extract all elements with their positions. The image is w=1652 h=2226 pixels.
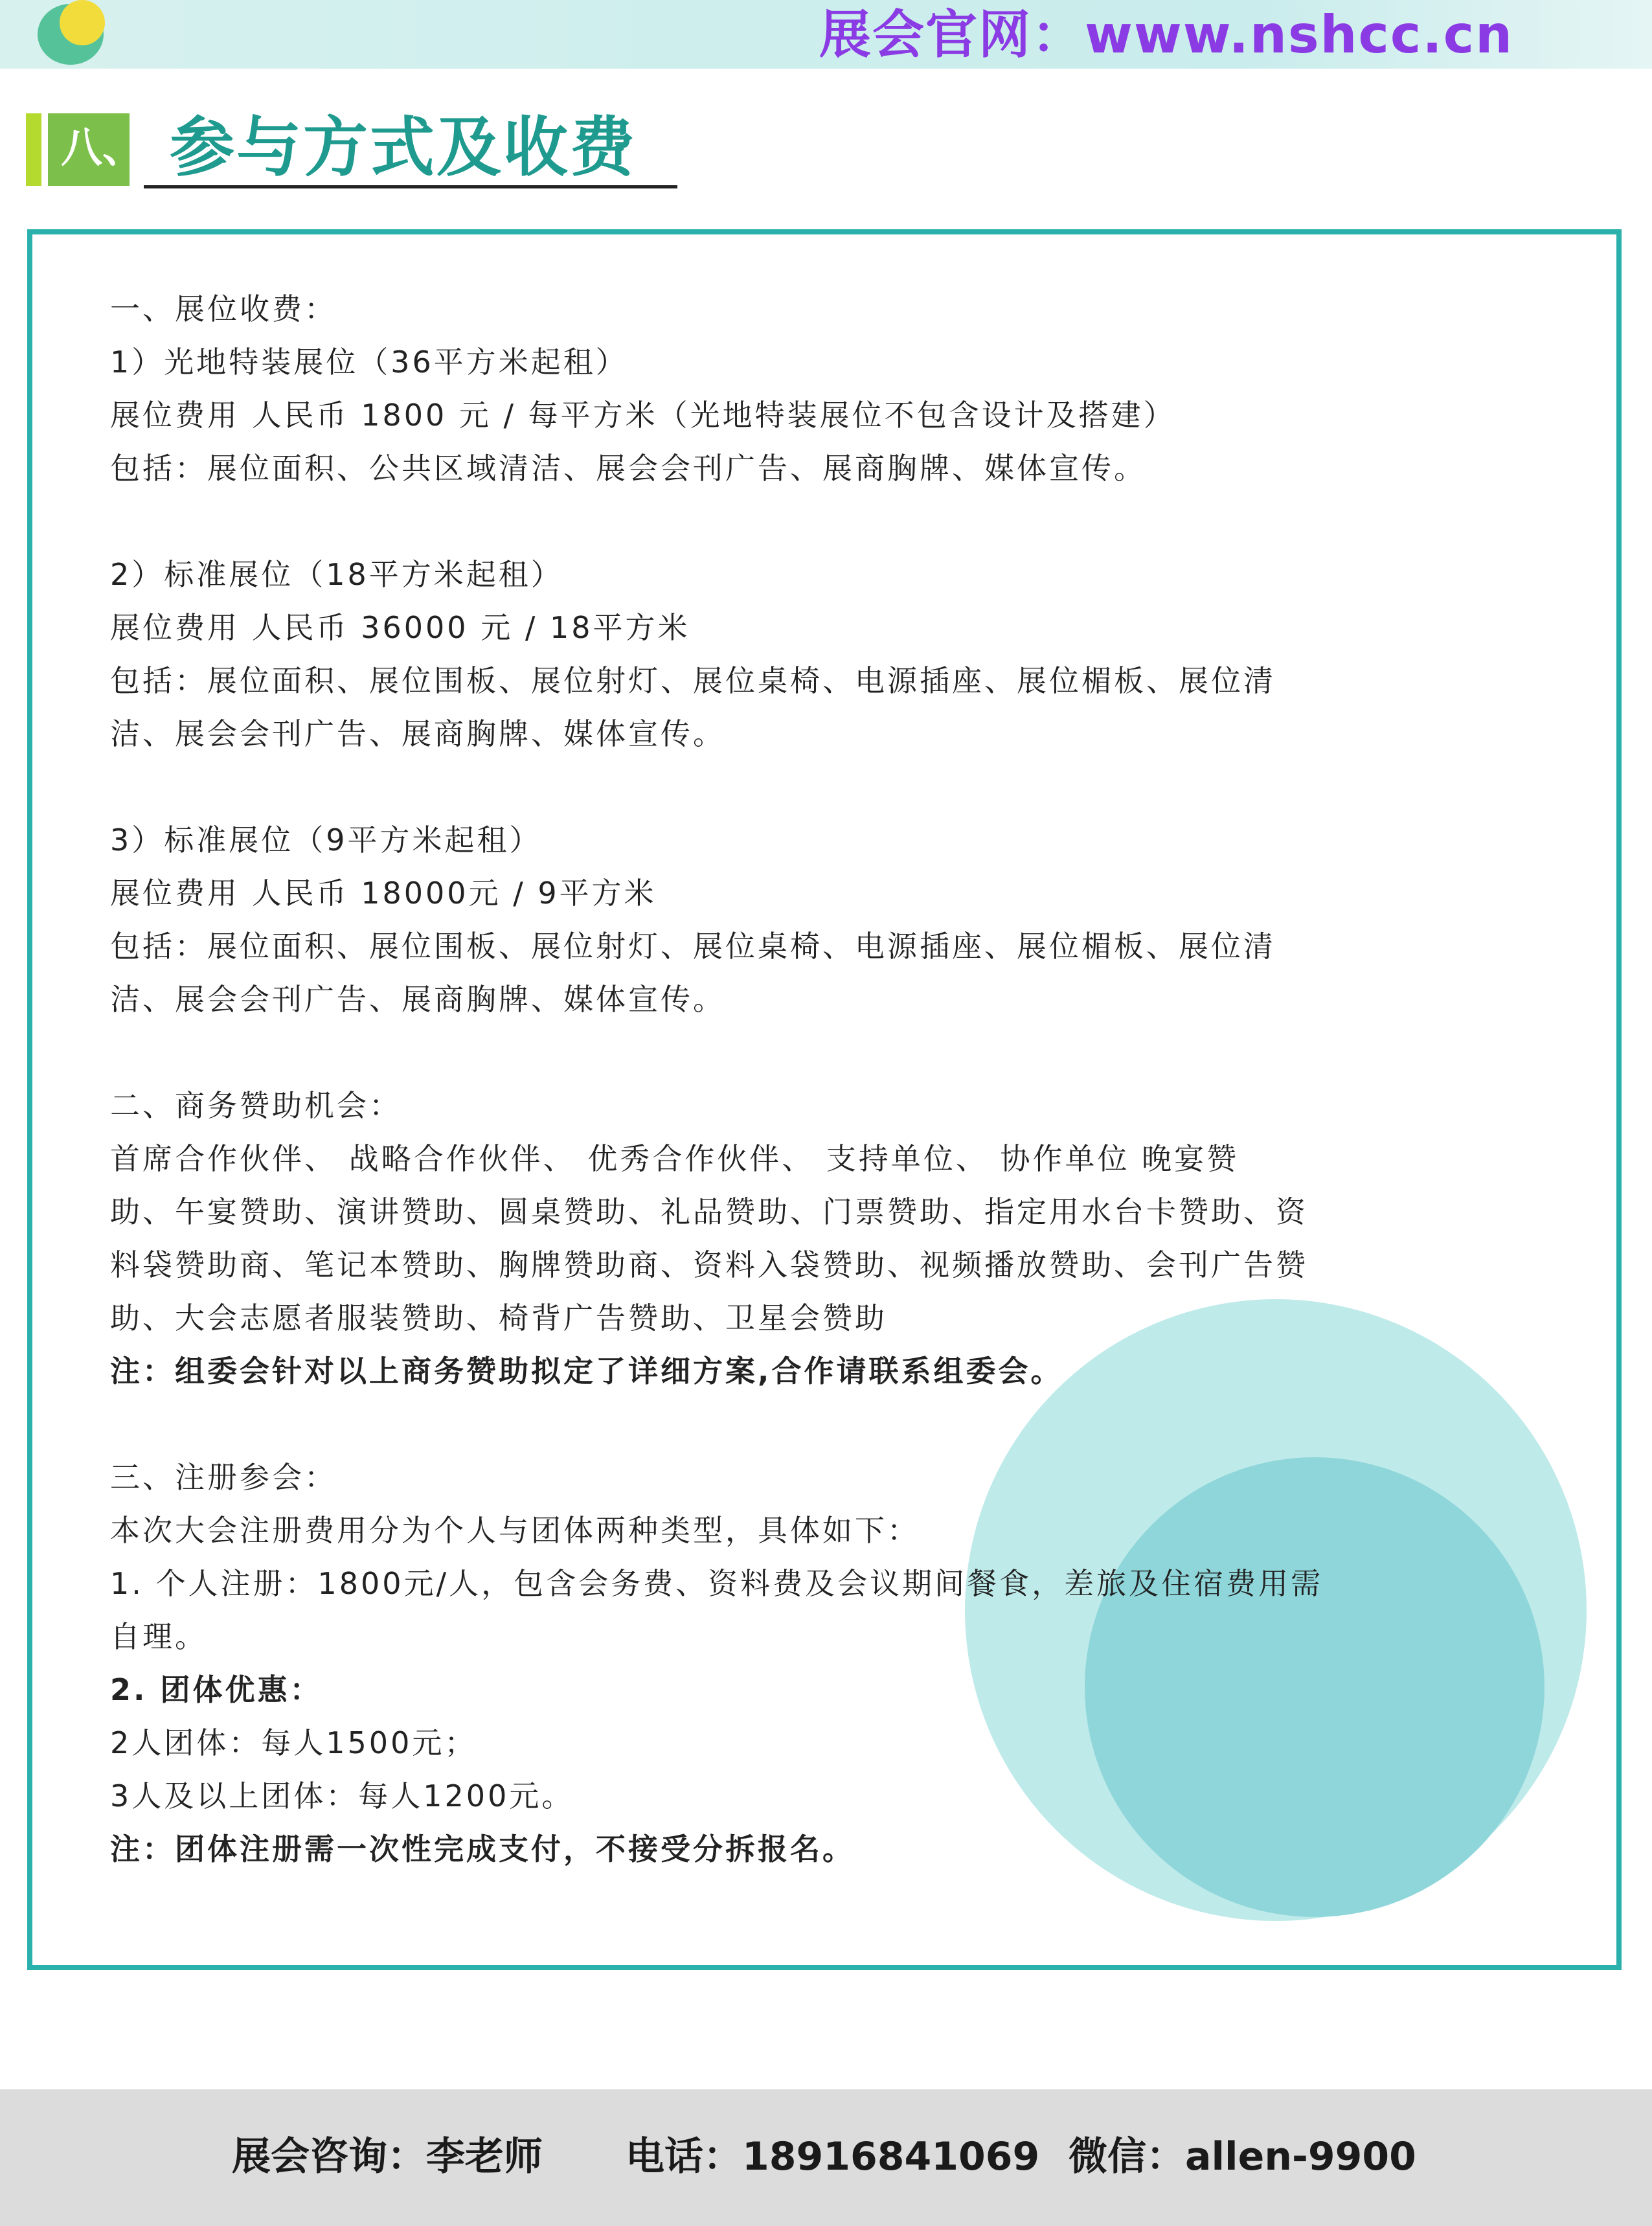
content-line: 包括：展位面积、展位围板、展位射灯、展位桌椅、电源插座、展位楣板、展位清 (110, 663, 1276, 698)
content-line: 本次大会注册费用分为个人与团体两种类型，具体如下： (110, 1513, 920, 1548)
content-line: 展位费用 人民币 36000 元 / 18平方米 (110, 610, 690, 645)
content-line: 助、大会志愿者服装赞助、椅背广告赞助、卫星会赞助 (110, 1300, 887, 1335)
website-url[interactable]: 展会官网：www.nshcc.cn (819, 5, 1514, 65)
content-line: 首席合作伙伴、 战略合作伙伴、 优秀合作伙伴、 支持单位、 协作单位 晚宴赞 (110, 1141, 1239, 1176)
footer-wechat[interactable]: 微信：allen-9900 (1069, 2134, 1416, 2179)
content-line: 二、商务赞助机会： (110, 1088, 402, 1123)
content-line: 1）光地特装展位（36平方米起租） (110, 345, 628, 380)
blank-line (110, 1026, 1535, 1079)
content-line: 展位费用 人民币 18000元 / 9平方米 (110, 876, 657, 911)
blank-line (110, 495, 1535, 548)
content-line: 3）标准展位（9平方米起租） (110, 823, 542, 857)
content-line: 2. 团体优惠： (110, 1672, 322, 1707)
content-line: 自理。 (110, 1619, 207, 1654)
content-line: 2）标准展位（18平方米起租） (110, 557, 563, 592)
header-bar (0, 0, 1652, 69)
footer-phone[interactable]: 电话：18916841069 (626, 2134, 1040, 2179)
content-line: 三、注册参会： (110, 1460, 337, 1495)
content-line: 包括：展位面积、公共区域清洁、展会会刊广告、展商胸牌、媒体宣传。 (110, 451, 1146, 486)
content-line: 洁、展会会刊广告、展商胸牌、媒体宣传。 (110, 716, 725, 751)
content-line: 展位费用 人民币 1800 元 / 每平方米（光地特装展位不包含设计及搭建） (110, 398, 1176, 433)
content-line: 洁、展会会刊广告、展商胸牌、媒体宣传。 (110, 982, 725, 1017)
content-line: 一、展位收费： (110, 291, 337, 326)
footer-consult: 展会咨询：李老师 (232, 2134, 543, 2179)
blank-line (110, 760, 1535, 813)
logo-yellow-circle (60, 0, 105, 45)
content-line: 助、午宴赞助、演讲赞助、圆桌赞助、礼品赞助、门票赞助、指定用水台卡赞助、资 (110, 1194, 1308, 1229)
content-line: 注：组委会针对以上商务赞助拟定了详细方案,合作请联系组委会。 (110, 1354, 1063, 1389)
content-text (110, 282, 1535, 1876)
content-line: 2人团体：每人1500元； (110, 1725, 477, 1760)
content-line: 1. 个人注册：1800元/人，包含会务费、资料费及会议期间餐食，差旅及住宿费用需 (110, 1566, 1324, 1601)
content-line: 3人及以上团体：每人1200元。 (110, 1778, 574, 1813)
blank-line (110, 1398, 1535, 1451)
content-line: 注：团体注册需一次性完成支付，不接受分拆报名。 (110, 1832, 855, 1867)
section-title: 参与方式及收费 (170, 109, 637, 185)
content-line: 包括：展位面积、展位围板、展位射灯、展位桌椅、电源插座、展位楣板、展位清 (110, 929, 1276, 964)
content-line: 料袋赞助商、笔记本赞助、胸牌赞助商、资料入袋赞助、视频播放赞助、会刊广告赞 (110, 1247, 1308, 1282)
section-number: 八、 (61, 124, 144, 172)
section-number-badge (26, 113, 144, 186)
title-underline (144, 185, 677, 188)
